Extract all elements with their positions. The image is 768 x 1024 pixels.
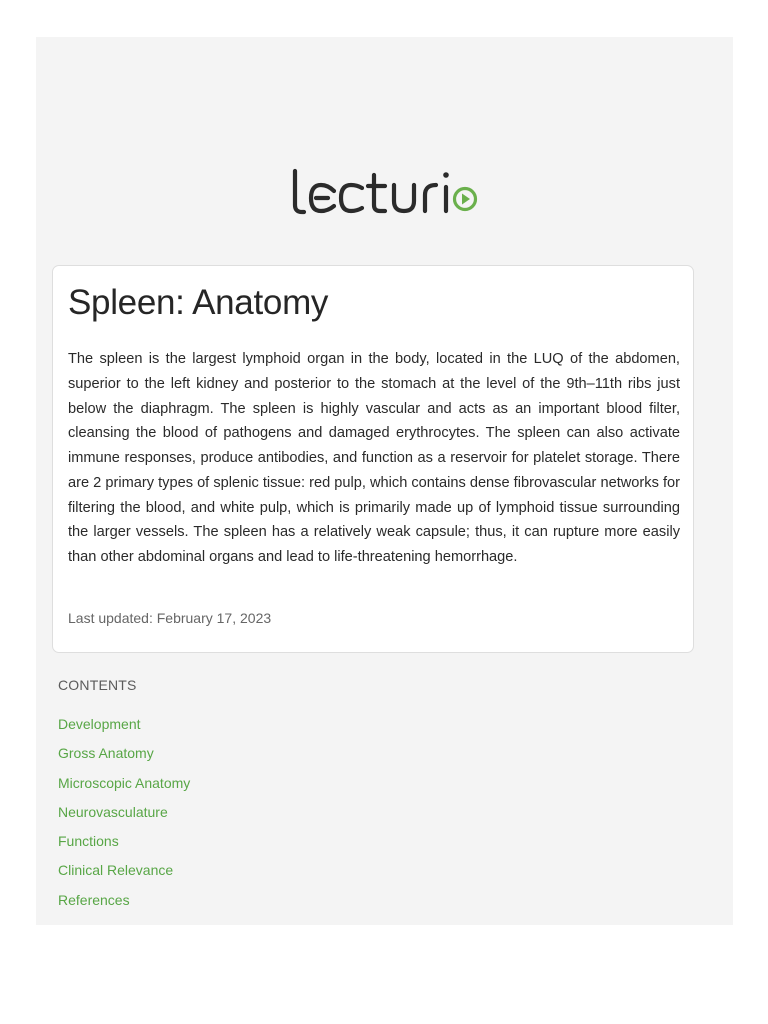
toc-item bbox=[58, 743, 358, 772]
toc-list bbox=[58, 714, 358, 919]
toc-link-microscopic-anatomy[interactable]: Microscopic Anatomy bbox=[58, 774, 191, 791]
article-summary: The spleen is the largest lymphoid organ in the body, located in the LUQ of the abdomen, superior to the left kidney and posterior to the stomach at the level of the 9th–11th ribs just below the diaphragm. The spleen is highly vascular and acts as an important blood filter, cleansing the blood of pathogens and damaged erythrocytes. The spleen can also activate immune responses, produce antibodies, and function as a reservoir for platelet storage. There are 2 primary types of splenic tissue: red pulp, which contains dense fibrovascular networks for filtering the blood, and white pulp, which is primarily made up of lymphoid tissue surrounding the larger vessels. The spleen has a relatively weak capsule; thus, it can rupture more easily than other abdominal organs and lead to life-threatening hemorrhage. bbox=[68, 351, 680, 565]
toc-link-clinical-relevance[interactable]: Clinical Relevance bbox=[58, 862, 174, 879]
lecturio-logo bbox=[290, 167, 480, 217]
article-summary-card bbox=[52, 265, 694, 653]
toc-item bbox=[58, 860, 358, 889]
toc-item bbox=[58, 831, 358, 860]
table-of-contents bbox=[58, 677, 191, 908]
toc-item bbox=[58, 890, 358, 919]
toc-link-references[interactable]: References bbox=[58, 891, 130, 908]
toc-link-gross-anatomy[interactable]: Gross Anatomy bbox=[58, 745, 154, 762]
toc-link-development[interactable]: Development bbox=[58, 716, 141, 732]
contents-heading: CONTENTS bbox=[58, 677, 137, 693]
brand-logo-link[interactable] bbox=[36, 167, 733, 222]
page-container bbox=[36, 37, 733, 925]
page-title: Spleen: Anatomy bbox=[68, 283, 329, 322]
toc-link-functions[interactable]: Functions bbox=[58, 833, 119, 850]
toc-link-neurovasculature[interactable]: Neurovasculature bbox=[58, 803, 168, 820]
last-updated-date: Last updated: February 17, 2023 bbox=[68, 610, 272, 626]
toc-item bbox=[58, 802, 358, 831]
toc-item bbox=[58, 773, 358, 802]
toc-item bbox=[58, 714, 358, 743]
